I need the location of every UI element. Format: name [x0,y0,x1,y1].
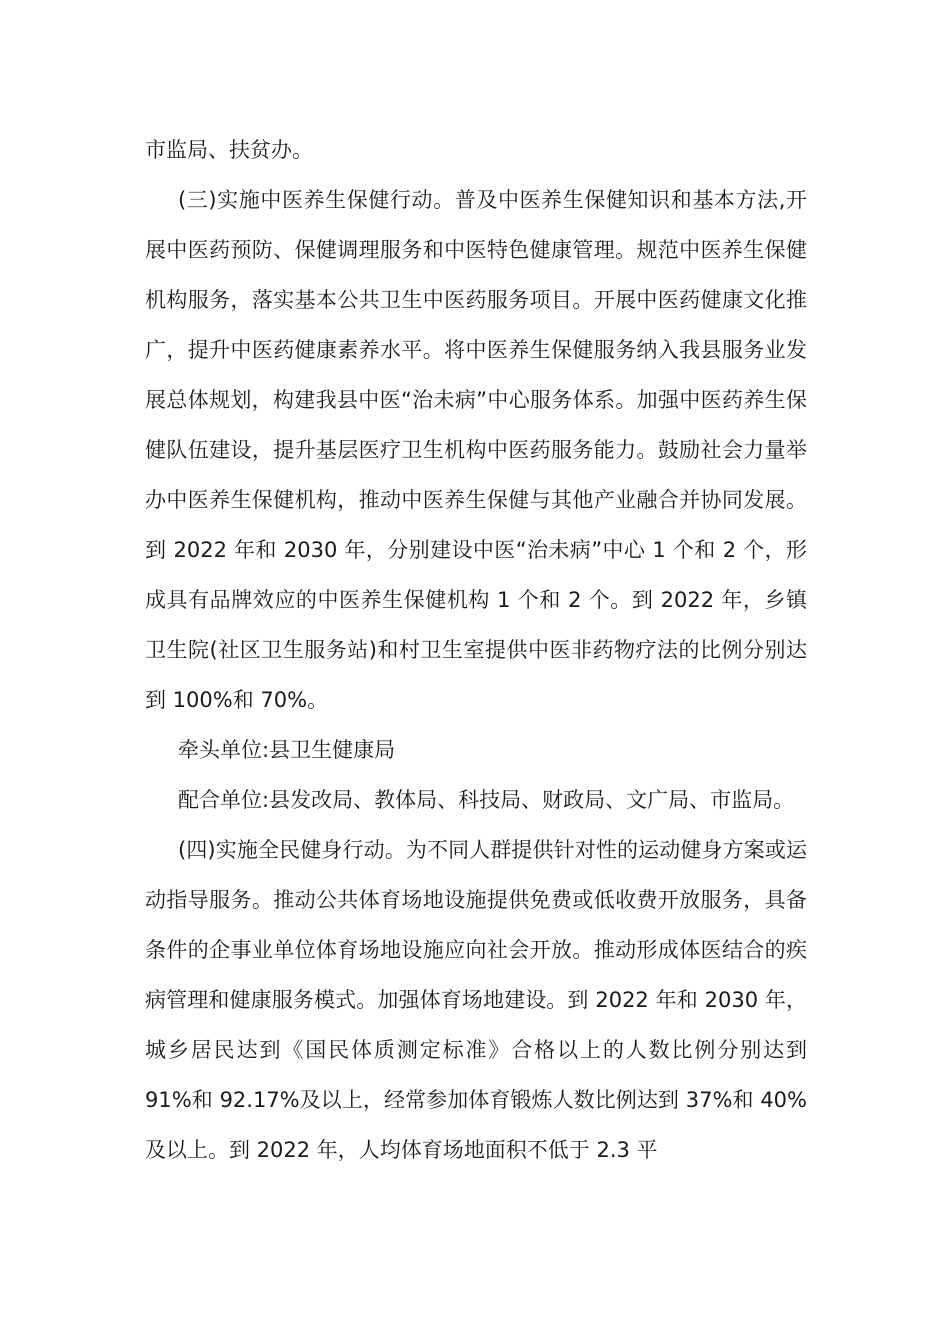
paragraph-lead-unit: 牵头单位:县卫生健康局 [178,738,396,762]
paragraph-continuation: 市监局、扶贫办。 [145,138,313,162]
document-page [145,125,807,1175]
paragraph-section-4-fitness: (四)实施全民健身行动。为不同人群提供针对性的运动健身方案或运动指导服务。推动公共体育场地设施提供免费或低收费开放服务，具备条件的企事业单位体育场地设施应向社会开放。推动形成体医结合的疾病管理和健康服务模式。加强体育场地建设。到 2022 年和 2030 年，城乡居民达到《国民体质测定标准》合格以上的人数比例分别达到 91%和 92.17%及以上，经常参加体育锻炼人数比例达到 37%和 40%及以上。到 2022 年，人均体育场地面积不低于 2.3 平 [145,838,807,1162]
paragraph-cooperating-units: 配合单位:县发改局、教体局、科技局、财政局、文广局、市监局。 [178,788,795,812]
paragraph-section-3-tcm-health: (三)实施中医养生保健行动。普及中医养生保健知识和基本方法,开展中医药预防、保健调理服务和中医特色健康管理。规范中医养生保健机构服务，落实基本公共卫生中医药服务项目。开展中医药健康文化推广，提升中医药健康素养水平。将中医养生保健服务纳入我县服务业发展总体规划，构建我县中医“治未病”中心服务体系。加强中医药养生保健队伍建设，提升基层医疗卫生机构中医药服务能力。鼓励社会力量举办中医养生保健机构，推动中医养生保健与其他产业融合并协同发展。到 2022 年和 2030 年，分别建设中医“治未病”中心 1 个和 2 个，形成具有品牌效应的中医养生保健机构 1 个和 2 个。到 2022 年，乡镇卫生院(社区卫生服务站)和村卫生室提供中医非药物疗法的比例分别达到 100%和 70%。 [145,188,807,712]
